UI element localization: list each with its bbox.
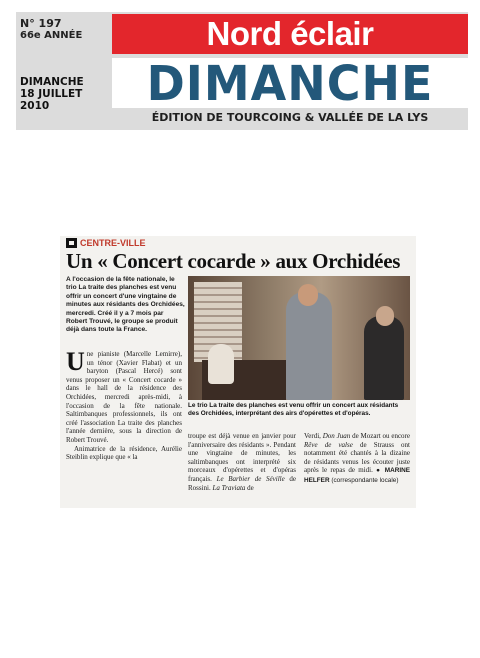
column-1-paragraph-2: Animatrice de la résidence, Aurélie Steiblin explique que « la — [66, 444, 182, 462]
photo-baritone-head — [376, 306, 394, 326]
work-title-reve-de-valse: Rêve de valse — [304, 440, 353, 449]
work-title-barbier: Le Barbier de Séville — [216, 474, 285, 483]
photo-caption: Le trio La traite des planches est venu offrir un concert aux résidants des Orchidées, interprétant des airs d'opérettes et d'opéras. — [188, 402, 399, 418]
section-kicker — [66, 238, 146, 248]
column-2-paragraph: troupe est déjà venue en janvier pour l'anniversaire des résidants ». Pendant une vingtaine de minutes, les saltimbanques ont interprété six morceaux d'opérettes et d'opéras français. — [188, 432, 296, 483]
date-year: 2010 — [20, 100, 50, 112]
article-headline: Un « Concert cocarde » aux Orchidées — [66, 249, 401, 273]
drop-cap: U — [66, 347, 85, 376]
date-date: 18 JUILLET — [20, 88, 83, 100]
section-icon — [66, 238, 77, 248]
date-day: DIMANCHE — [20, 76, 84, 88]
newspaper-title: Nord éclair — [206, 15, 374, 52]
article-column-1 — [66, 347, 182, 462]
word-de: de — [247, 483, 254, 492]
article-column-3 — [304, 432, 410, 486]
article-column-2 — [188, 432, 296, 492]
edition-line: ÉDITION DE TOURCOING & VALLÉE DE LA LYS — [151, 111, 429, 124]
photo-baritone — [364, 316, 404, 400]
article-lede: A l'occasion de la fête nationale, le trio La traite des planches est venu offrir un concert d'une vingtaine de minutes aux résidants des Orchidées, mercredi. Créé il y a 7 mois par Robert Trouvé, le groupe se produit déjà dans toute la France. — [66, 276, 185, 334]
composer-verdi: Verdi, — [304, 432, 321, 440]
article-clipping — [60, 236, 416, 508]
newspaper-masthead — [16, 12, 468, 130]
work-title-don-juan: Don Juan — [322, 432, 351, 440]
column-1-paragraph-1: ne pianiste (Marcelle Lemirre), un ténor (Xavier Flabat) et un baryton (Pascal Hercé) sont venus proposer un « Concert cocarde » dans le hall de la résidence des Orchidées, mercredi après-midi, à l'occasion de la fête nationale. Saltimbanques professionnels, ils ont créé l'association La traite des planches l'année dernière, sous la direction de Robert Trouvé. — [66, 350, 182, 444]
photo-tenor — [286, 292, 332, 400]
issue-info — [20, 18, 106, 42]
photo-tenor-head — [298, 284, 318, 306]
concert-photo — [188, 276, 410, 400]
author-signature: ● MARINE HELFER — [304, 467, 411, 484]
work-title-traviata: La Traviata — [212, 483, 246, 492]
author-role: (correspondante locale) — [331, 476, 399, 484]
photo-pianist — [208, 344, 234, 384]
issue-year-count: 66e ANNÉE — [20, 30, 83, 41]
composer-rossini: de Rossini. — [188, 474, 296, 492]
column-3-paragraph: de Strauss ont notamment été chantés à la dizaine de résidants venus les écouter juste après le repas de midi. — [304, 440, 410, 475]
section-label: CENTRE-VILLE — [80, 238, 146, 248]
newspaper-subtitle: DIMANCHE — [146, 54, 434, 112]
composer-mozart: de Mozart ou encore — [352, 432, 410, 440]
issue-number: N° 197 — [20, 17, 62, 30]
publication-date — [20, 76, 84, 112]
